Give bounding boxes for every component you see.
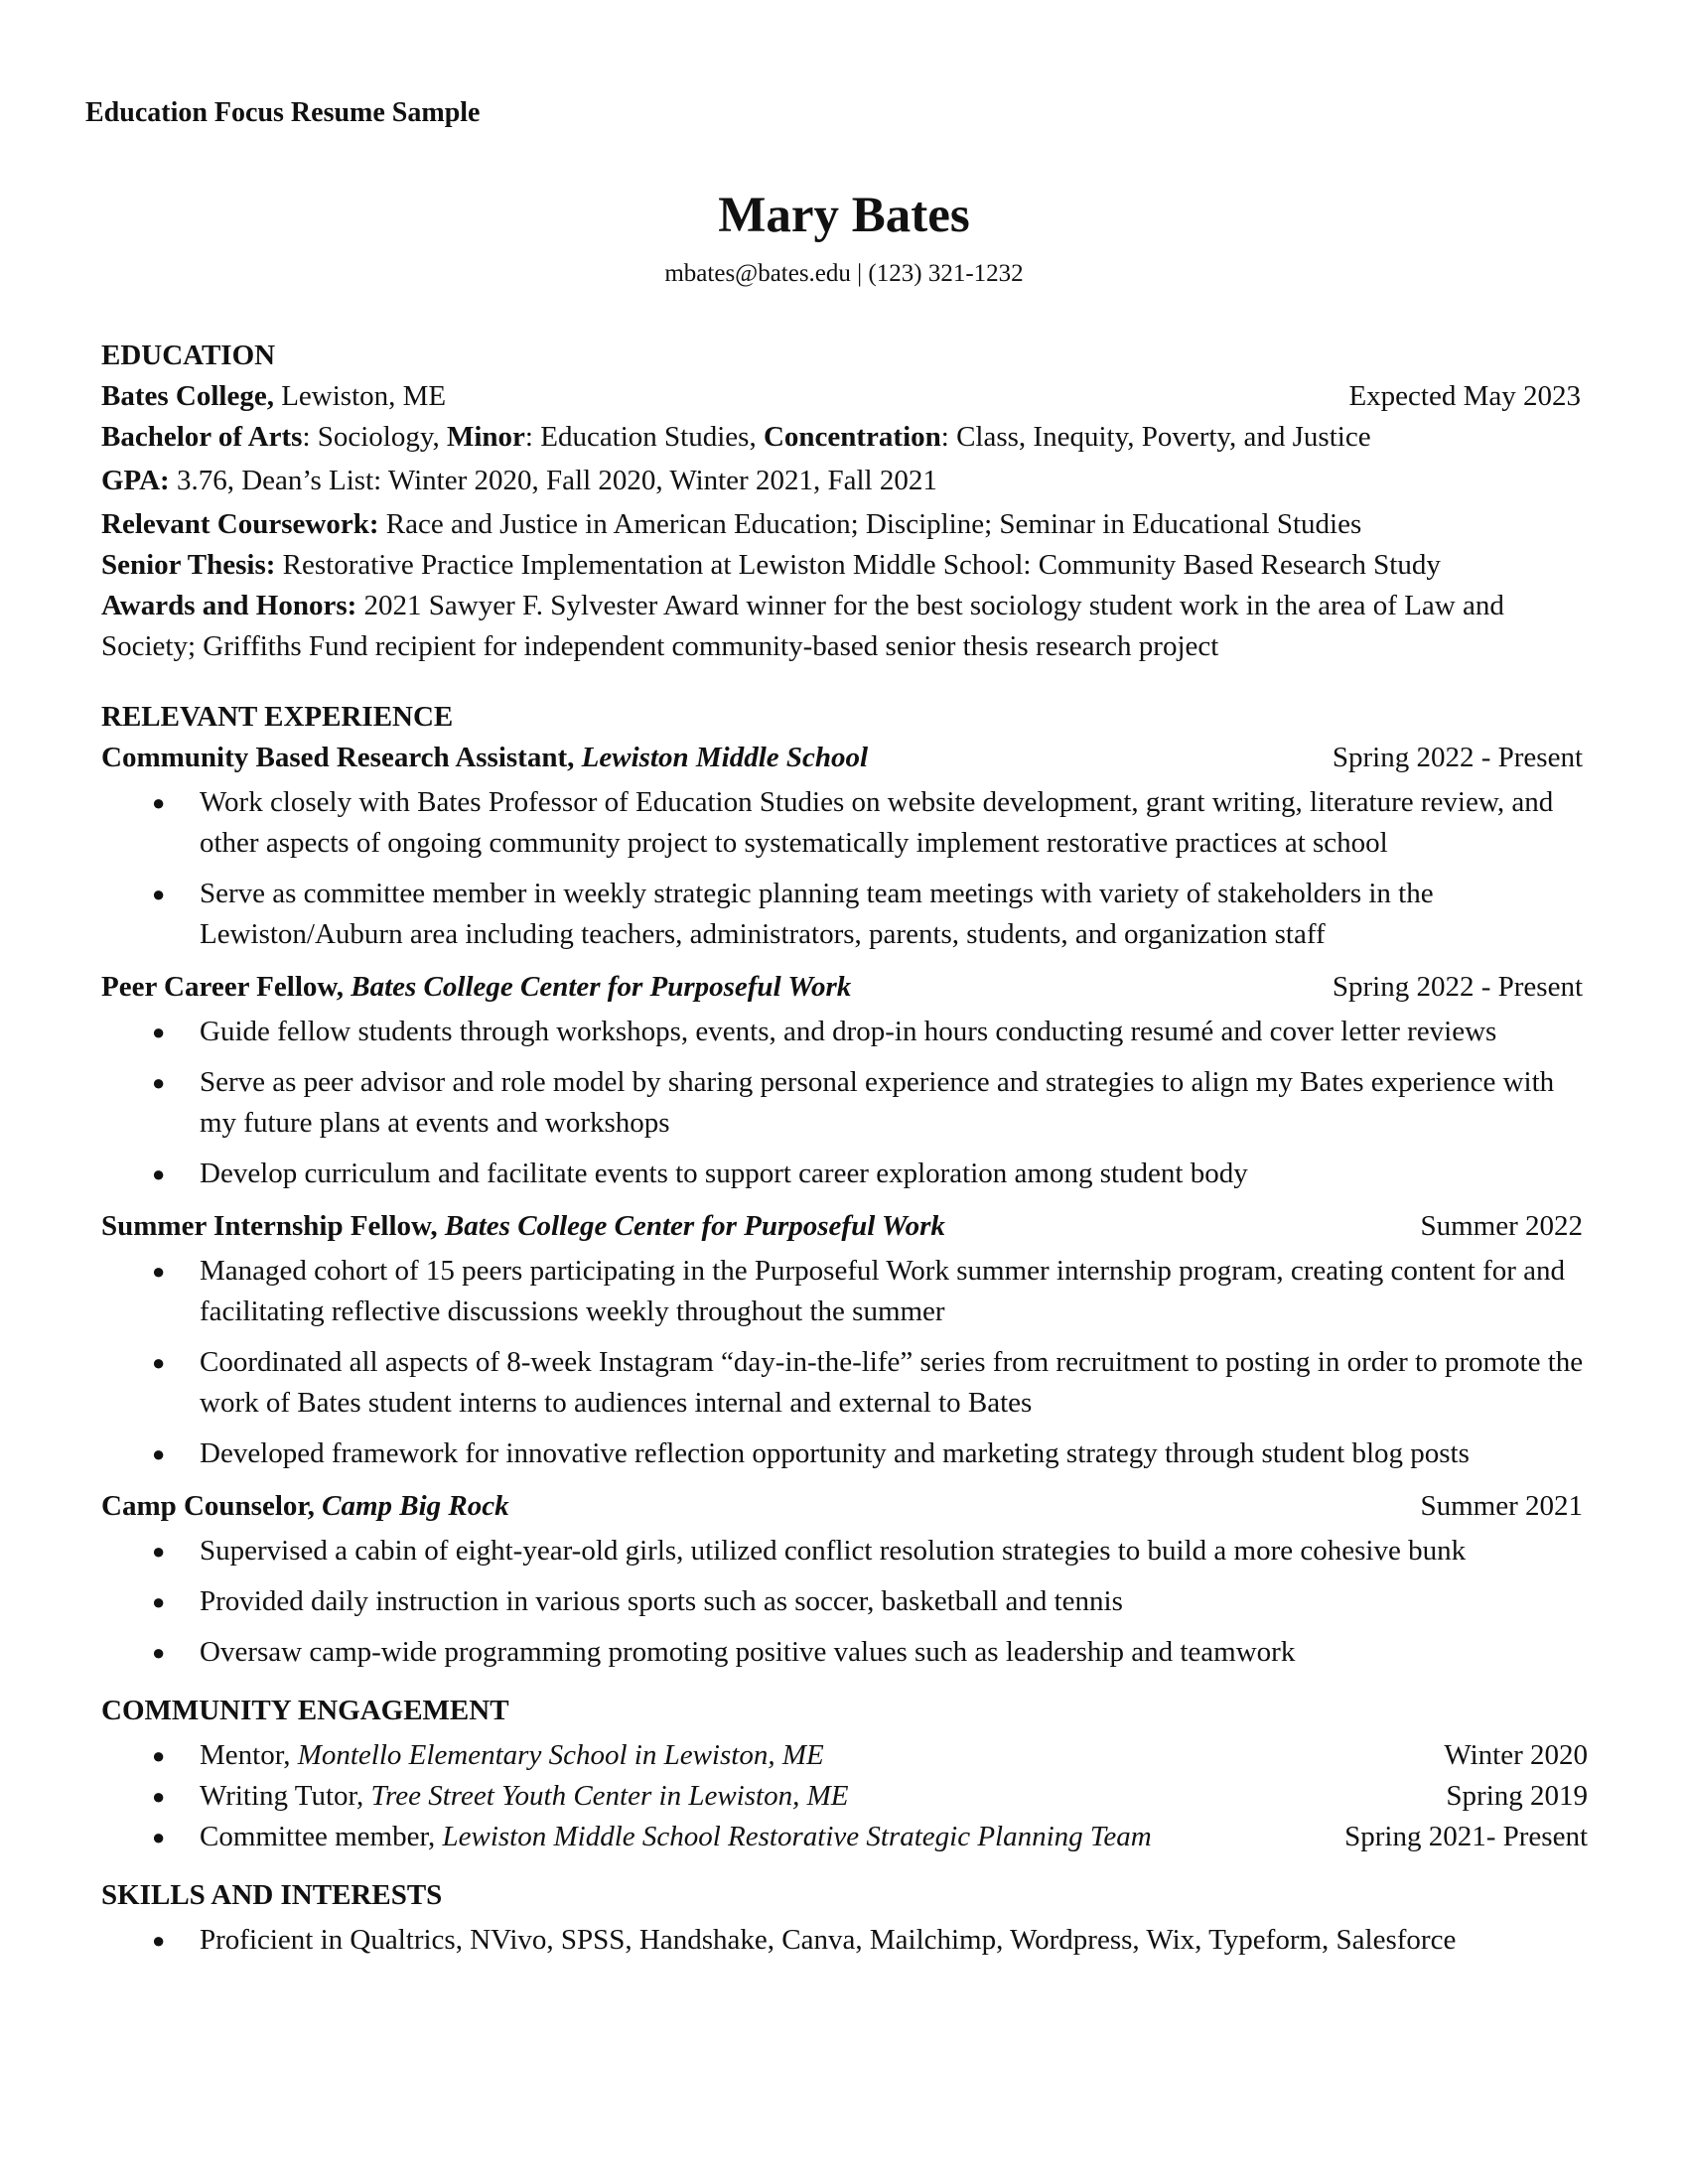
bullet-icon: ●: [152, 1161, 166, 1186]
job-bullet: [101, 782, 1590, 864]
community-row: [200, 1735, 1588, 1776]
community-role-org: [200, 1776, 848, 1817]
job-title: Community Based Research Assistant,: [101, 742, 582, 773]
resume-body: [101, 336, 1591, 1979]
bullet-icon: ●: [152, 1589, 166, 1614]
job-heading: [101, 738, 868, 778]
skills-heading: SKILLS AND INTERESTS: [101, 1879, 443, 1911]
bullet-text: Guide fellow students through workshops, events, and drop-in hours conducting resumé and cover letter reviews: [200, 1016, 1497, 1047]
bullet-text: Provided daily instruction in various sports such as soccer, basketball and tennis: [200, 1585, 1123, 1617]
thesis-line: [101, 545, 1541, 586]
concentration-value: : Class, Inequity, Poverty, and Justice: [940, 421, 1371, 453]
job-bullet: [101, 1062, 1590, 1144]
job-date: Spring 2022 - Present: [1332, 742, 1583, 773]
bullet-text: Develop curriculum and facilitate events to support career exploration among student body: [200, 1158, 1248, 1189]
experience-heading: RELEVANT EXPERIENCE: [101, 701, 454, 733]
community-role-org: [200, 1817, 1152, 1857]
gpa-line: [101, 461, 1541, 501]
concentration-label: Concentration: [763, 421, 941, 453]
bullet-icon: ●: [152, 790, 166, 815]
job-date: Summer 2022: [1420, 1210, 1583, 1242]
school-row: [101, 376, 1581, 417]
job-header: [101, 738, 1583, 778]
job-title: Summer Internship Fellow,: [101, 1210, 445, 1242]
community-date: Spring 2021- Present: [1344, 1821, 1588, 1852]
job-organization: Camp Big Rock: [322, 1490, 509, 1522]
job-list: [101, 738, 1591, 1673]
community-date: Winter 2020: [1444, 1739, 1588, 1771]
community-role: Mentor,: [200, 1739, 298, 1771]
minor-value: : Education Studies,: [524, 421, 764, 453]
job-heading: [101, 1206, 945, 1247]
awards-value: 2021 Sawyer F. Sylvester Award winner for the best sociology student work in the area of Law and Society; Griffiths Fund recipient for independent community-based senior thesis research project: [101, 590, 1504, 662]
community-item: [101, 1817, 1591, 1857]
job-header: [101, 967, 1583, 1008]
community-role: Writing Tutor,: [200, 1780, 371, 1812]
school-line: [101, 376, 446, 417]
job-bullet: [101, 1012, 1590, 1052]
job-header: [101, 1206, 1583, 1247]
skills-section: [101, 1875, 1591, 1961]
bullet-icon: ●: [152, 882, 166, 906]
job-bullet: [101, 1632, 1590, 1673]
job-title: Camp Counselor,: [101, 1490, 323, 1522]
coursework-label: Relevant Coursework:: [101, 508, 379, 540]
community-item: [101, 1776, 1591, 1817]
bullet-text: Supervised a cabin of eight-year-old girls, utilized conflict resolution strategies to build a more cohesive bunk: [200, 1535, 1467, 1567]
job-bullets: [101, 1531, 1591, 1673]
community-date: Spring 2019: [1446, 1780, 1588, 1812]
job-organization: Bates College Center for Purposeful Work: [351, 971, 852, 1003]
page-label: Education Focus Resume Sample: [85, 97, 481, 128]
job-entry: [101, 1486, 1591, 1673]
thesis-label: Senior Thesis:: [101, 549, 276, 581]
community-heading: COMMUNITY ENGAGEMENT: [101, 1695, 509, 1726]
job-bullets: [101, 1012, 1591, 1194]
job-entry: [101, 1206, 1591, 1474]
contact-line: mbates@bates.edu | (123) 321-1232: [664, 260, 1024, 287]
skills-list: [101, 1920, 1591, 1961]
bullet-icon: ●: [152, 1743, 166, 1768]
community-row: [200, 1776, 1588, 1817]
degree-value: : Sociology,: [302, 421, 447, 453]
community-org: Tree Street Youth Center in Lewiston, ME: [370, 1780, 849, 1812]
community-row: [200, 1817, 1588, 1857]
community-org: Montello Elementary School in Lewiston, ME: [297, 1739, 824, 1771]
job-entry: [101, 738, 1591, 955]
school-location: Lewiston, ME: [273, 380, 447, 412]
job-bullets: [101, 782, 1591, 955]
bullet-icon: ●: [152, 1259, 166, 1284]
job-bullet: [101, 1531, 1590, 1571]
job-bullet: [101, 1342, 1590, 1424]
bullet-icon: ●: [152, 1020, 166, 1044]
job-title: Peer Career Fellow,: [101, 971, 352, 1003]
job-organization: Bates College Center for Purposeful Work: [444, 1210, 945, 1242]
bullet-icon: ●: [152, 1825, 166, 1849]
job-header: [101, 1486, 1583, 1527]
gpa-label: GPA:: [101, 465, 170, 496]
job-bullets: [101, 1251, 1591, 1474]
community-role: Committee member,: [200, 1821, 443, 1852]
community-section: [101, 1691, 1591, 1857]
bullet-icon: ●: [152, 1784, 166, 1809]
community-org: Lewiston Middle School Restorative Strategic Planning Team: [442, 1821, 1152, 1852]
job-entry: [101, 967, 1591, 1194]
job-bullet: [101, 1581, 1590, 1622]
bullet-icon: ●: [152, 1441, 166, 1466]
job-bullet: [101, 1251, 1590, 1332]
gpa-value: 3.76, Dean’s List: Winter 2020, Fall 2020, Winter 2021, Fall 2021: [169, 465, 937, 496]
bullet-icon: ●: [152, 1640, 166, 1665]
education-heading: EDUCATION: [101, 340, 276, 371]
thesis-value: Restorative Practice Implementation at Lewiston Middle School: Community Based Research Study: [275, 549, 1441, 581]
degree-line: [101, 417, 1541, 458]
community-list: [101, 1735, 1591, 1857]
bullet-icon: ●: [152, 1350, 166, 1375]
experience-section: [101, 697, 1591, 1673]
awards-line: [101, 586, 1541, 667]
job-date: Spring 2022 - Present: [1332, 971, 1583, 1003]
coursework-value: Race and Justice in American Education; Discipline; Seminar in Educational Studies: [378, 508, 1362, 540]
community-item: [101, 1735, 1591, 1776]
bullet-text: Proficient in Qualtrics, NVivo, SPSS, Handshake, Canva, Mailchimp, Wordpress, Wix, Typeform, Salesforce: [200, 1924, 1457, 1956]
job-bullet: [101, 1433, 1590, 1474]
bullet-icon: ●: [152, 1928, 166, 1953]
job-heading: [101, 967, 851, 1008]
bullet-text: Serve as committee member in weekly strategic planning team meetings with variety of stakeholders in the Lewiston/Auburn area including teachers, administrators, parents, students, and organization staff: [200, 878, 1434, 950]
bullet-text: Work closely with Bates Professor of Education Studies on website development, grant writing, literature review, and other aspects of ongoing community project to systematically implement restorative practices at school: [200, 786, 1554, 859]
skill-item: [101, 1920, 1590, 1961]
bullet-icon: ●: [152, 1070, 166, 1095]
resume-name: Mary Bates: [718, 188, 970, 243]
degree-label: Bachelor of Arts: [101, 421, 303, 453]
job-bullet: [101, 1154, 1590, 1194]
job-bullet: [101, 874, 1590, 955]
job-organization: Lewiston Middle School: [581, 742, 869, 773]
awards-label: Awards and Honors:: [101, 590, 357, 621]
bullet-text: Serve as peer advisor and role model by sharing personal experience and strategies to align my Bates experience with my future plans at events and workshops: [200, 1066, 1555, 1139]
education-section: [101, 336, 1591, 667]
graduation-date: Expected May 2023: [1348, 380, 1581, 412]
minor-label: Minor: [446, 421, 525, 453]
bullet-icon: ●: [152, 1539, 166, 1564]
community-role-org: [200, 1735, 824, 1776]
bullet-text: Managed cohort of 15 peers participating in the Purposeful Work summer internship program, creating content for and facilitating reflective discussions weekly throughout the summer: [200, 1255, 1566, 1327]
bullet-text: Coordinated all aspects of 8-week Instagram “day-in-the-life” series from recruitment to posting in order to promote the work of Bates student interns to audiences internal and external to Bates: [200, 1346, 1584, 1419]
bullet-text: Oversaw camp-wide programming promoting positive values such as leadership and teamwork: [200, 1636, 1296, 1668]
job-date: Summer 2021: [1420, 1490, 1583, 1522]
coursework-line: [101, 504, 1541, 545]
bullet-text: Developed framework for innovative reflection opportunity and marketing strategy through student blog posts: [200, 1437, 1470, 1469]
school-name: Bates College,: [101, 380, 274, 412]
job-heading: [101, 1486, 509, 1527]
